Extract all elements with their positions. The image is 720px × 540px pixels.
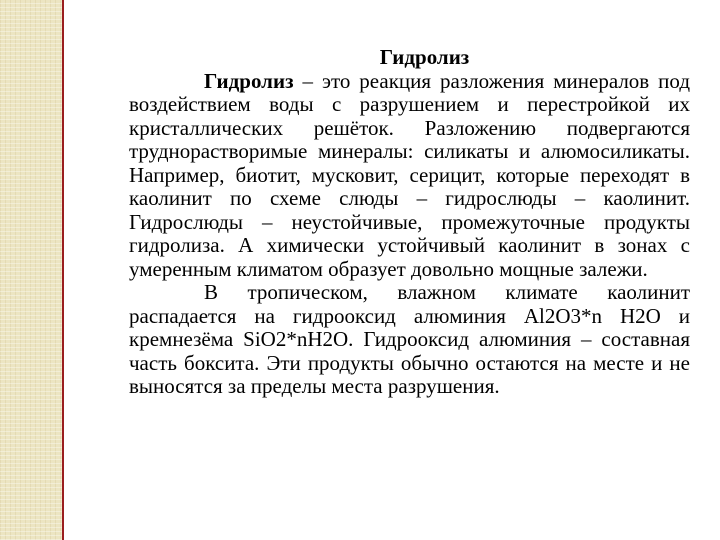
slide-content [129,46,690,399]
paragraph-hydrolysis-definition [129,70,690,282]
decorative-side-strip [0,0,64,540]
term-hydrolysis: Гидролиз [204,68,294,93]
slide-title: Гидролиз [379,45,470,69]
paragraph-1-text: – это реакция разложения минералов под воздействием воды с разрушением и перестройкой их кристаллических решёток. Разложению подвергаются труднорастворимые минералы: силикаты и алюмосиликаты. Например, биотит, мусковит, серицит, которые переходят в каолинит по схеме слюды – гидрослюды – каолинит. Гидрослюды – неустойчивые, промежуточные продукты гидролиза. А химически устойчивый каолинит в зонах с умеренным климатом образует довольно мощные залежи. [129,68,690,281]
paragraph-tropical-climate: В тропическом, влажном климате каолинит распадается на гидрооксид алюминия Al2O3*n H2O и кремнезёма SiO2*nH2O. Гидрооксид алюминия – составная часть боксита. Эти продукты обычно остаются на месте и не выносятся за пределы места разрушения. [129,280,690,398]
